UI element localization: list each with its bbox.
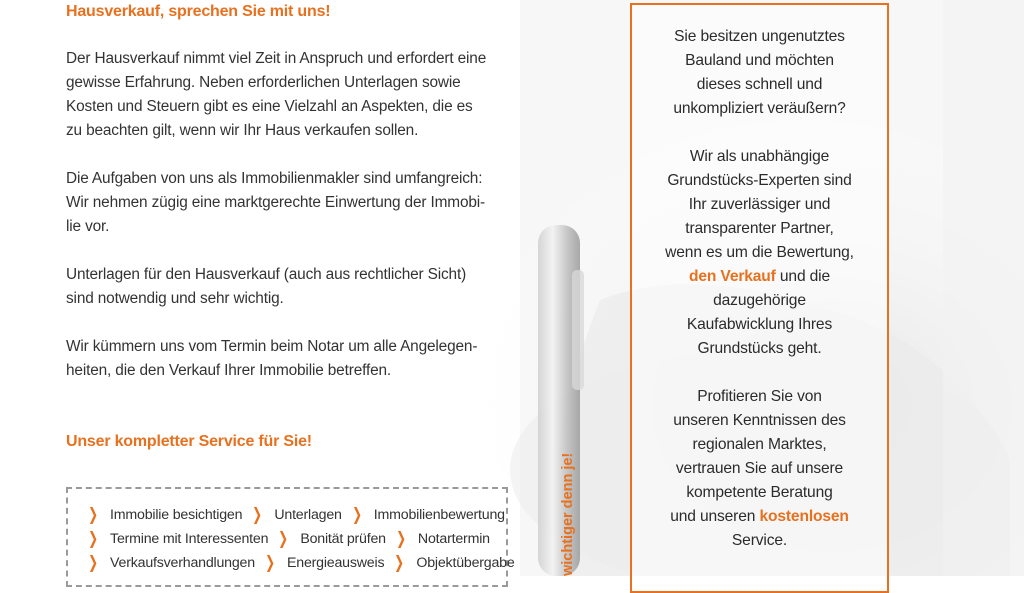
vertical-slogan: wichtiger denn je! bbox=[560, 452, 576, 576]
text-line: Unterlagen für den Hausverkauf (auch aus rechtlicher Sicht) bbox=[66, 266, 467, 283]
service-item: ❯ Unterlagen bbox=[252, 505, 342, 524]
service-heading: Unser kompletter Service für Sie! bbox=[66, 433, 312, 450]
service-item: ❯ Energieausweis bbox=[265, 553, 385, 572]
box-paragraph-benefits: Profitieren Sie von unseren Kenntnissen des regionalen Marktes, vertrauen Sie auf unsere kompetente Beratung und unseren kostenlosen Service. bbox=[632, 385, 887, 553]
paragraph-documents bbox=[66, 263, 512, 311]
text-line: heiten, die den Verkauf Ihrer Immobilie betreffen. bbox=[66, 362, 392, 379]
chevron-right-icon: ❯ bbox=[351, 505, 362, 524]
chevron-right-icon: ❯ bbox=[252, 505, 263, 524]
service-list-box bbox=[66, 487, 515, 587]
main-heading: Hausverkauf, sprechen Sie mit uns! bbox=[66, 3, 331, 20]
service-row bbox=[86, 530, 498, 547]
paragraph-intro bbox=[66, 47, 512, 143]
service-item: ❯ Objektübergabe bbox=[394, 553, 515, 572]
service-row bbox=[86, 506, 513, 523]
chevron-right-icon: ❯ bbox=[88, 553, 98, 572]
highlight-line: den Verkauf und die bbox=[688, 268, 831, 285]
text-line: sind notwendig und sehr wichtig. bbox=[66, 290, 284, 307]
service-item: ❯ Verkaufsverhandlungen bbox=[88, 553, 255, 572]
info-box bbox=[630, 3, 889, 593]
text-line: Kosten und Steuern gibt es eine Vielzahl an Aspekten, die es bbox=[66, 98, 473, 115]
service-item: ❯ Notartermin bbox=[395, 529, 490, 548]
text-line: Die Aufgaben von uns als Immobilienmakler sind umfangreich: bbox=[66, 170, 483, 187]
chevron-right-icon: ❯ bbox=[88, 529, 98, 548]
text-line: Wir nehmen zügig eine marktgerechte Einwertung der Immobi- bbox=[66, 194, 486, 211]
paragraph-tasks bbox=[66, 167, 512, 239]
chevron-right-icon: ❯ bbox=[394, 553, 405, 572]
service-row bbox=[86, 554, 523, 571]
chevron-right-icon: ❯ bbox=[278, 529, 289, 548]
text-line: Wir kümmern uns vom Termin beim Notar um alle Angelegen- bbox=[66, 338, 478, 355]
service-item: ❯ Immobilie besichtigen bbox=[88, 505, 243, 524]
text-line: zu beachten gilt, wenn wir Ihr Haus verkaufen sollen. bbox=[66, 122, 419, 139]
service-item: ❯ Immobilienbewertung bbox=[351, 505, 505, 524]
text-line: lie vor. bbox=[66, 218, 110, 235]
paragraph-notary bbox=[66, 335, 512, 383]
highlight-line: und unseren kostenlosen bbox=[670, 508, 849, 525]
box-paragraph-intro: Sie besitzen ungenutztes Bauland und möchten dieses schnell und unkompliziert veräußern? bbox=[673, 28, 846, 117]
chevron-right-icon: ❯ bbox=[88, 505, 98, 524]
box-paragraph-experts: Wir als unabhängige Grundstücks-Experten sind Ihr zuverlässiger und transparenter Partner, wenn es um die Bewertung, den Verkauf und die dazugehörige Kaufabwicklung Ihres Grundstücks geht. bbox=[632, 145, 887, 361]
chevron-right-icon: ❯ bbox=[395, 529, 406, 548]
text-line: Der Hausverkauf nimmt viel Zeit in Anspruch und erfordert eine bbox=[66, 50, 487, 67]
text-line: gewisse Erfahrung. Neben erforderlichen Unterlagen sowie bbox=[66, 74, 461, 91]
service-item: ❯ Bonität prüfen bbox=[278, 529, 386, 548]
chevron-right-icon: ❯ bbox=[265, 553, 275, 572]
service-item: ❯ Termine mit Interessenten bbox=[88, 529, 269, 548]
